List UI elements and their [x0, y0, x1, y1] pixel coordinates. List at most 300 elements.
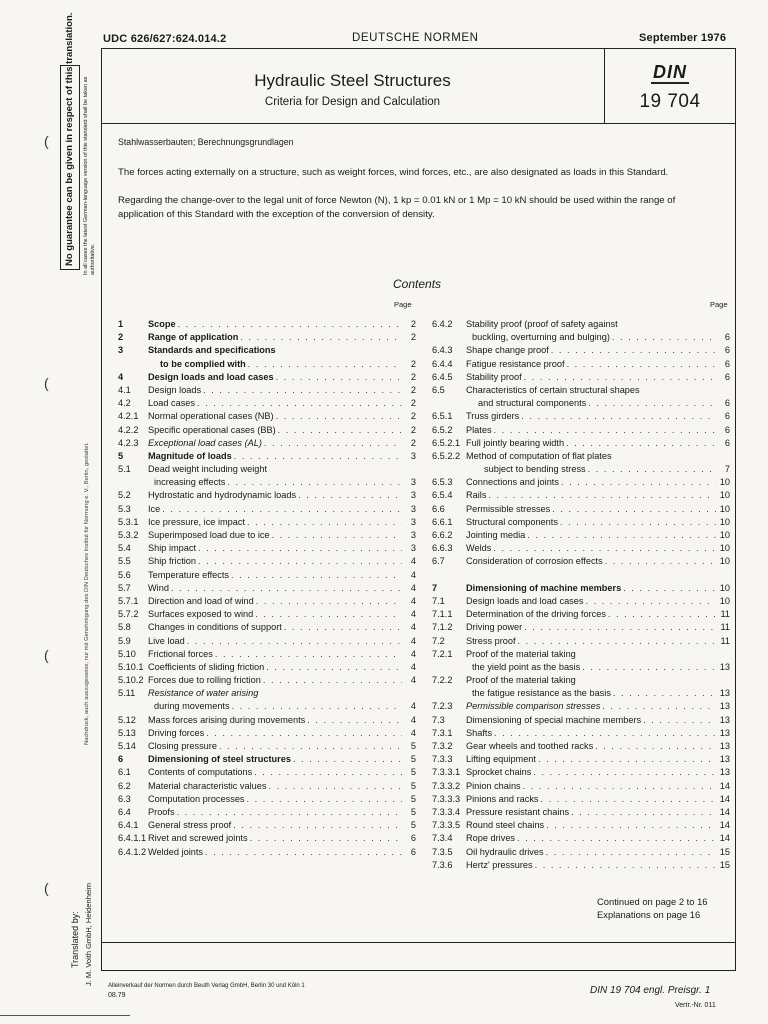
toc-entry-number: 7.2	[432, 635, 445, 646]
toc-entry-page: 2	[410, 398, 416, 409]
toc-entry	[118, 793, 416, 806]
toc-entry-title: Round steel chains	[466, 820, 545, 831]
toc-entry-number: 5.2	[118, 490, 131, 501]
toc-entry-number	[432, 331, 466, 344]
toc-leader-dots	[588, 463, 716, 476]
toc-entry-number: 6.4	[118, 806, 131, 817]
toc-entry-page: 13	[719, 727, 730, 738]
toc-entry	[432, 608, 730, 621]
toc-entry	[118, 740, 416, 753]
toc-leader-dots	[546, 846, 716, 859]
document-subtitle: Criteria for Design and Calculation	[264, 96, 441, 108]
toc-entry-title: Resistance of water arising	[148, 688, 259, 699]
toc-entry-number: 5.7.1	[118, 595, 139, 606]
toc-entry-number: 7	[432, 582, 438, 593]
toc-leader-dots	[268, 780, 402, 793]
toc-leader-dots	[206, 727, 402, 740]
toc-leader-dots	[264, 437, 402, 450]
toc-entry-title: Determination of the driving forces	[466, 609, 606, 620]
toc-leader-dots	[162, 503, 402, 516]
toc-entry	[432, 463, 730, 476]
toc-entry-title: Lifting equipment	[466, 754, 536, 765]
toc-entry	[118, 727, 416, 740]
toc-entry-number: 5.9	[118, 635, 131, 646]
toc-entry-number: 7.3.3.2	[432, 780, 461, 791]
toc-entry	[432, 661, 730, 674]
toc-leader-dots	[582, 661, 716, 674]
toc-entry-page: 6	[410, 846, 416, 857]
toc-leader-dots	[198, 542, 402, 555]
toc-entry	[118, 410, 416, 423]
toc-entry	[432, 437, 730, 450]
toc-entry-number: 7.3	[432, 714, 445, 725]
toc-entry-page: 5	[410, 767, 416, 778]
toc-entry-title: Dimensioning of steel structures	[148, 754, 291, 765]
toc-entry-title: Permissible stresses	[466, 503, 551, 514]
toc-entry-number: 7.3.3.3	[432, 793, 461, 804]
toc-leader-dots	[247, 793, 402, 806]
toc-leader-dots	[623, 582, 716, 595]
toc-entry-title: Design loads and load cases	[466, 595, 584, 606]
toc-entry	[118, 661, 416, 674]
toc-entry-number: 6.2	[118, 780, 131, 791]
toc-entry-title: during movements	[154, 701, 230, 712]
contents-heading: Contents	[393, 277, 442, 291]
toc-entry-title: Material characteristic values	[148, 780, 267, 791]
toc-entry-number	[432, 397, 466, 410]
toc-entry-number: 4.2	[118, 398, 131, 409]
toc-entry-title: Structural components	[466, 516, 558, 527]
toc-entry	[432, 358, 730, 371]
toc-entry	[432, 476, 730, 489]
toc-entry	[432, 687, 730, 700]
toc-leader-dots	[232, 700, 402, 713]
toc-leader-dots	[187, 635, 402, 648]
toc-entry-title: Permissible comparison stresses	[466, 701, 601, 712]
toc-entry-page: 11	[720, 609, 730, 620]
toc-entry	[118, 397, 416, 410]
toc-entry-number: 5.5	[118, 556, 131, 567]
toc-entry-number: 5.8	[118, 622, 131, 633]
toc-entry-number: 6.5.4	[432, 490, 453, 501]
toc-entry-title: Direction and load of wind	[148, 595, 254, 606]
toc-entry-title: Superimposed load due to ice	[148, 530, 270, 540]
toc-entry-number: 6.6.3	[432, 543, 453, 554]
toc-entry-page: 10	[719, 595, 730, 606]
din-logo: DIN	[653, 62, 687, 82]
toc-entry-page: 3	[410, 516, 416, 527]
toc-entry-page: 13	[719, 688, 730, 699]
toc-entry	[118, 635, 416, 648]
toc-entry-title: Consideration of corrosion effects	[466, 556, 603, 567]
toc-entry-title: Load cases	[148, 398, 195, 409]
toc-leader-dots	[546, 819, 716, 832]
contract-number: Vertr.-Nr. 011	[675, 1002, 716, 1009]
toc-entry-title: Jointing media	[466, 530, 526, 540]
toc-entry-number: 7.3.3	[432, 754, 453, 765]
toc-leader-dots	[535, 859, 716, 872]
toc-leader-dots	[551, 344, 716, 357]
toc-leader-dots	[494, 424, 716, 437]
toc-entry-title: buckling, overturning and bulging)	[472, 332, 610, 343]
toc-entry	[118, 516, 416, 529]
toc-leader-dots	[533, 766, 716, 779]
toc-entry-title: Closing pressure	[148, 741, 217, 751]
toc-entry-number: 6.4.2	[432, 319, 453, 329]
toc-leader-dots	[605, 555, 716, 568]
toc-entry	[432, 410, 730, 423]
toc-leader-dots	[566, 437, 716, 450]
toc-entry-title: Forces due to rolling friction	[148, 675, 261, 686]
toc-leader-dots	[178, 318, 402, 331]
toc-entry-page: 6	[724, 358, 730, 369]
toc-entry-number: 6.1	[118, 767, 131, 778]
toc-entry-page: 10	[719, 516, 730, 527]
toc-leader-dots	[298, 489, 402, 502]
toc-entry-page: 5	[410, 820, 416, 831]
toc-leader-dots	[177, 806, 402, 819]
toc-leader-dots	[231, 569, 402, 582]
toc-entry-page: 15	[719, 846, 730, 857]
toc-entry-number: 5.6	[118, 569, 131, 580]
toc-leader-dots	[234, 450, 402, 463]
toc-entry	[118, 608, 416, 621]
toc-leader-dots	[588, 397, 716, 410]
toc-entry-page: 4	[410, 661, 416, 672]
toc-entry-number: 7.3.3.1	[432, 767, 461, 778]
contents-list-right	[432, 318, 730, 872]
toc-entry-page: 4	[410, 556, 416, 567]
toc-entry-page: 2	[410, 332, 416, 343]
toc-entry-number: 6.3	[118, 793, 131, 804]
toc-entry-page: 4	[410, 701, 416, 712]
toc-entry-title: Ship friction	[148, 556, 197, 567]
toc-entry-title: Hertz' pressures	[466, 859, 533, 870]
toc-entry-title: Live load	[148, 635, 185, 646]
toc-leader-dots	[256, 595, 402, 608]
intro-paragraph-2: Regarding the change-over to the legal unit of force Newton (N), 1 kp = 0.01 kN or 1 Mp = 10 kN should be used within the range of application of this Standard with the exception of the conversion of density.	[118, 195, 676, 220]
toc-entry-page: 3	[410, 503, 416, 514]
toc-leader-dots	[527, 529, 716, 542]
explanations-note: Explanations on page 16	[597, 909, 701, 920]
toc-leader-dots	[248, 358, 402, 371]
contents-list-left	[118, 318, 416, 859]
toc-entry-number: 5.12	[118, 714, 136, 725]
toc-entry-number: 4.2.1	[118, 411, 139, 422]
footer-divider	[101, 942, 736, 943]
toc-entry-page: 13	[719, 741, 730, 751]
toc-entry-title: the yield point as the basis	[472, 661, 581, 672]
toc-entry	[118, 819, 416, 832]
toc-entry-title: Dimensioning of machine members	[466, 582, 622, 593]
binding-mark: (	[44, 375, 49, 391]
toc-entry-title: Normal operational cases (NB)	[148, 411, 274, 422]
toc-leader-dots	[240, 331, 402, 344]
toc-entry-page: 2	[410, 424, 416, 435]
toc-entry	[118, 648, 416, 661]
toc-entry-page: 14	[719, 833, 730, 844]
copyright-notice: Nachdruck, auch auszugsweise, nur mit Genehmigung des DIN Deutsches Institut für Normung e. V., Berlin, gestattet.	[84, 442, 90, 745]
toc-entry-number: 7.2.2	[432, 675, 453, 686]
toc-leader-dots	[524, 371, 716, 384]
toc-entry-number: 5.7	[118, 582, 131, 593]
toc-entry-title: Gear wheels and toothed racks	[466, 741, 594, 751]
toc-entry-title: Pinion chains	[466, 780, 521, 791]
toc-leader-dots	[494, 727, 716, 740]
toc-entry-page: 13	[719, 661, 730, 672]
toc-entry-page: 5	[410, 741, 416, 751]
toc-entry-page: 10	[719, 556, 730, 567]
toc-entry-title: Ice	[148, 503, 161, 514]
toc-leader-dots	[205, 846, 402, 859]
toc-entry-title: Frictional forces	[148, 648, 213, 659]
toc-entry-title: Specific operational cases (BB)	[148, 424, 276, 435]
toc-entry-page: 2	[410, 411, 416, 422]
toc-entry-title: Stress proof	[466, 635, 516, 646]
toc-entry-title: Exceptional load cases (AL)	[148, 437, 262, 448]
toc-entry	[118, 806, 416, 819]
toc-entry-page: 7	[724, 464, 730, 475]
toc-leader-dots	[263, 674, 402, 687]
toc-entry-title: Hydrostatic and hydrodynamic loads	[148, 490, 297, 501]
toc-entry	[118, 555, 416, 568]
toc-entry	[432, 516, 730, 529]
toc-entry-page: 13	[719, 714, 730, 725]
toc-leader-dots	[613, 687, 716, 700]
toc-entry-page: 14	[719, 820, 730, 831]
toc-entry-title: Magnitude of loads	[148, 450, 232, 461]
toc-entry-number: 7.1	[432, 595, 445, 606]
toc-leader-dots	[643, 714, 716, 727]
toc-entry-page: 6	[724, 411, 730, 422]
toc-entry	[432, 371, 730, 384]
toc-leader-dots	[488, 489, 716, 502]
toc-entry-number: 7.1.2	[432, 622, 453, 633]
toc-entry	[432, 714, 730, 727]
din-number: 19 704	[639, 91, 701, 112]
toc-leader-dots	[278, 424, 402, 437]
toc-entry	[118, 371, 416, 384]
toc-entry	[432, 397, 730, 410]
toc-entry-title: Shafts	[466, 727, 493, 738]
toc-entry-page: 14	[719, 793, 730, 804]
toc-entry	[432, 780, 730, 793]
toc-leader-dots	[203, 384, 402, 397]
print-code: 08.79	[108, 992, 126, 999]
toc-entry-page: 6	[724, 424, 730, 435]
toc-leader-dots	[307, 714, 402, 727]
toc-entry-title: Sprocket chains	[466, 767, 532, 778]
toc-entry	[432, 700, 730, 713]
toc-entry	[432, 331, 730, 344]
toc-entry-title: subject to bending stress	[484, 464, 586, 475]
toc-entry-title: Characteristics of certain structural shapes	[466, 384, 640, 395]
authoritative-version-note: In all cases the latest German-language version of this standard shall be taken as authoritative.	[83, 76, 96, 275]
toc-entry-page: 10	[719, 503, 730, 514]
toc-entry-number	[432, 463, 466, 476]
toc-entry	[118, 489, 416, 502]
toc-entry	[432, 753, 730, 766]
toc-leader-dots	[215, 648, 402, 661]
toc-entry	[118, 582, 416, 595]
toc-entry-title: Mass forces arising during movements	[148, 714, 306, 725]
toc-entry-page: 10	[719, 543, 730, 554]
toc-entry-page: 5	[410, 806, 416, 817]
toc-entry-page: 4	[410, 609, 416, 620]
toc-entry-title: Pinions and racks	[466, 793, 539, 804]
toc-entry	[118, 687, 416, 700]
toc-entry-page: 6	[724, 345, 730, 356]
toc-entry-title: Pressure resistant chains	[466, 806, 570, 817]
toc-entry-page: 3	[410, 477, 416, 488]
toc-entry	[118, 714, 416, 727]
toc-entry-title: Welded joints	[148, 846, 203, 857]
toc-entry-title: to be complied with	[160, 358, 246, 369]
toc-entry-page: 3	[410, 543, 416, 554]
toc-entry	[118, 450, 416, 463]
toc-entry-page: 4	[410, 675, 416, 686]
toc-entry-title: Surfaces exposed to wind	[148, 609, 254, 620]
toc-entry-number: 6.7	[432, 556, 445, 567]
toc-entry	[432, 832, 730, 845]
toc-leader-dots	[266, 661, 402, 674]
toc-entry-number	[432, 687, 466, 700]
toc-leader-dots	[608, 608, 716, 621]
toc-entry-number: 5.10.2	[118, 675, 144, 686]
toc-entry-number: 7.1.1	[432, 609, 453, 620]
toc-entry-page: 4	[410, 582, 416, 593]
page-edge-line	[0, 1015, 130, 1016]
toc-entry	[432, 569, 730, 582]
toc-entry	[432, 793, 730, 806]
toc-entry-page: 10	[719, 530, 730, 540]
toc-entry	[118, 700, 416, 713]
toc-entry-title: Ice pressure, ice impact	[148, 516, 246, 527]
toc-entry-page: 3	[410, 490, 416, 501]
toc-entry-number: 6.5.1	[432, 411, 453, 422]
toc-entry-title: and structural components	[478, 398, 587, 409]
translated-by-label: Translated by:	[70, 911, 80, 968]
toc-entry-number: 6.4.1.2	[118, 846, 147, 857]
publication-date: September 1976	[639, 32, 727, 44]
title-divider	[101, 123, 736, 124]
toc-entry-number: 6.5.2.1	[432, 437, 461, 448]
toc-leader-dots	[595, 740, 716, 753]
toc-leader-dots	[552, 503, 716, 516]
toc-entry-title: Wind	[148, 582, 169, 593]
toc-entry-page: 6	[724, 398, 730, 409]
toc-entry-page: 14	[719, 806, 730, 817]
toc-entry-page: 14	[719, 780, 730, 791]
page-column-label-left: Page	[394, 300, 412, 309]
toc-entry-number: 4	[118, 371, 124, 382]
toc-entry-number: 5.3.2	[118, 530, 139, 540]
toc-entry	[432, 859, 730, 872]
toc-entry-number: 5.1	[118, 464, 131, 475]
toc-leader-dots	[272, 529, 402, 542]
toc-entry-title: Proof of the material taking	[466, 675, 576, 686]
toc-entry	[118, 463, 416, 476]
toc-entry-number: 7.3.2	[432, 741, 453, 751]
toc-leader-dots	[219, 740, 402, 753]
toc-entry	[432, 635, 730, 648]
toc-entry-page: 2	[410, 371, 416, 382]
toc-entry-page: 4	[410, 648, 416, 659]
toc-entry-title: Driving forces	[148, 727, 205, 738]
toc-leader-dots	[602, 700, 716, 713]
page-column-label-right: Page	[710, 300, 728, 309]
toc-entry-page: 13	[719, 754, 730, 765]
toc-entry	[432, 727, 730, 740]
toc-entry-page: 2	[410, 384, 416, 395]
toc-entry	[432, 846, 730, 859]
toc-leader-dots	[198, 555, 402, 568]
toc-entry-number: 5.7.2	[118, 609, 139, 620]
toc-leader-dots	[571, 806, 716, 819]
toc-leader-dots	[197, 397, 402, 410]
binding-mark: (	[44, 647, 49, 663]
toc-entry	[432, 595, 730, 608]
binding-mark: (	[44, 133, 49, 149]
toc-entry-page: 15	[719, 859, 730, 870]
toc-entry-page: 4	[410, 622, 416, 633]
toc-entry	[432, 489, 730, 502]
binding-mark: (	[44, 880, 49, 896]
toc-entry-title: Range of application	[148, 332, 239, 343]
toc-entry	[432, 529, 730, 542]
toc-leader-dots	[612, 331, 716, 344]
toc-entry-title: Welds	[466, 543, 492, 554]
toc-entry-number: 5.11	[118, 688, 136, 699]
toc-leader-dots	[255, 608, 402, 621]
toc-entry-page: 13	[719, 701, 730, 712]
toc-entry-title: Proofs	[148, 806, 175, 817]
toc-entry-number: 4.1	[118, 384, 131, 395]
toc-entry	[432, 555, 730, 568]
toc-entry	[118, 766, 416, 779]
toc-entry	[118, 621, 416, 634]
udc-number: UDC 626/627:624.014.2	[103, 33, 227, 45]
toc-entry-page: 6	[410, 833, 416, 844]
toc-entry-title: Standards and specifications	[148, 345, 276, 356]
toc-entry-number: 1	[118, 319, 124, 329]
toc-entry-number: 2	[118, 332, 124, 343]
toc-leader-dots	[254, 766, 402, 779]
toc-entry-number: 5.10.1	[118, 661, 144, 672]
toc-entry-page: 2	[410, 319, 416, 329]
toc-entry-number: 5.10	[118, 648, 136, 659]
toc-entry-title: Shape change proof	[466, 345, 549, 356]
toc-entry-page: 10	[719, 582, 730, 593]
toc-entry-number: 7.3.4	[432, 833, 453, 844]
toc-entry-number	[118, 700, 148, 713]
toc-entry-page: 3	[410, 530, 416, 540]
toc-entry-number	[118, 358, 148, 371]
toc-leader-dots	[517, 832, 716, 845]
toc-entry	[118, 674, 416, 687]
toc-leader-dots	[171, 582, 402, 595]
toc-leader-dots	[541, 793, 716, 806]
toc-leader-dots	[493, 542, 716, 555]
toc-entry-number: 6.6.1	[432, 516, 453, 527]
toc-entry-title: Temperature effects	[148, 569, 230, 580]
toc-entry-title: Contents of computations	[148, 767, 253, 778]
toc-entry-number: 4.2.2	[118, 424, 139, 435]
toc-entry-number: 5.13	[118, 727, 136, 738]
toc-entry-number: 6.5	[432, 384, 445, 395]
toc-entry-page: 11	[720, 622, 730, 633]
toc-entry-number	[118, 476, 148, 489]
